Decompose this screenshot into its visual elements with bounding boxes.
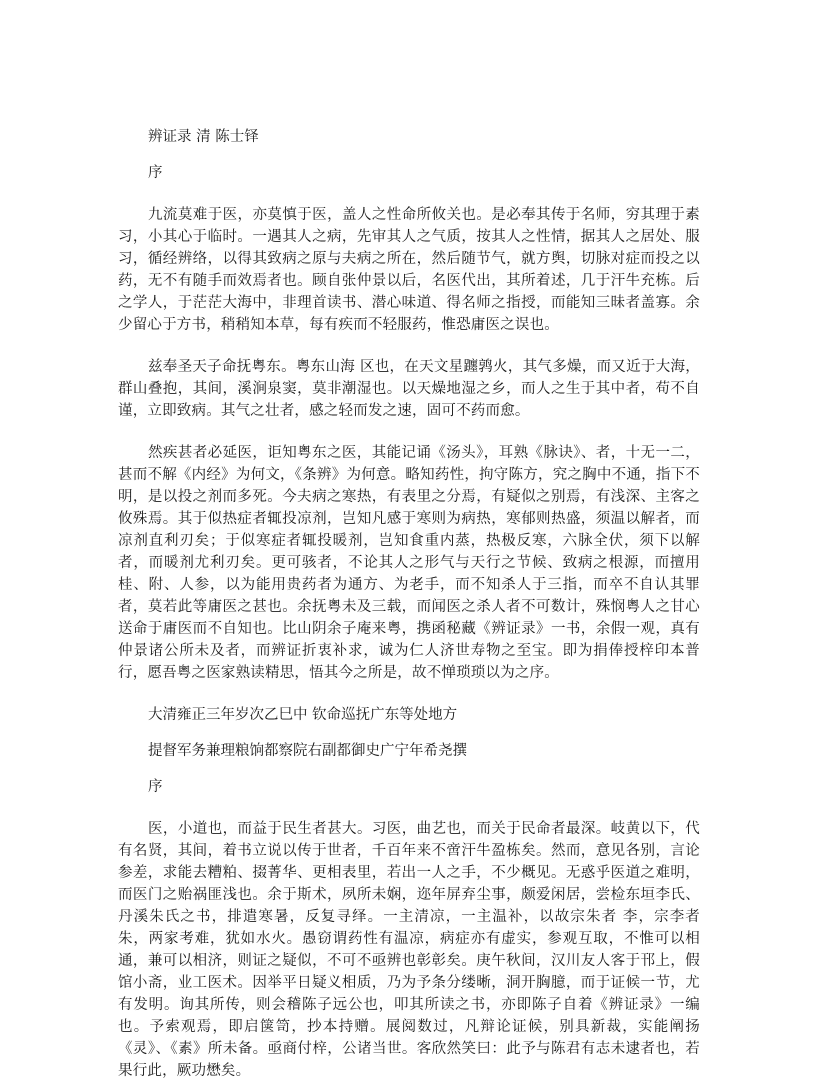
preface-paragraph: 然疾甚者必延医，讵知粤东之医，其能记诵《汤头》，耳熟《脉诀》、者，十无一二，甚而不解《内经》为何文，《条辨》为何意。略知药性，拘守陈方，究之胸中不通，指下不明，是以投之剂而多死。今夫病之寒热，有表里之分焉，有疑似之别焉，有浅深、主客之攸殊焉。其于似热症者辄投凉剂，岂知凡感于寒则为病热，寒郁则热盛，须温以解者，而凉剂直利刃矣；于似寒症者辄投暖剂，岂知食重内蒸，热极反寒，六脉全伏，须下以解者，而暖剂尤利刃矣。更可骇者，不论其人之形气与天行之节候、致病之根源，而擅用桂、附、人参，以为能用贵药者为通方、为老手，而不知杀人于三指，而卒不自认其罪者，莫若此等庸医之甚也。余抚粤未及三载，而闻医之杀人者不可数计，殊悯粤人之甘心送命于庸医而不自知也。比山阴余子庵来粤，携函秘藏《辨证录》一书，余假一观，真有仲景诸公所未及者，而辨证折衷补求，诚为仁人济世寿物之至宝。即为捐俸授梓印本普行，愿吾粤之医家熟读精思，悟其今之所是，故不惮琐琐以为之序。 [118,445,700,681]
document-title: 辨证录 清 陈士铎 [148,129,259,145]
preface-heading: 序 [148,165,163,181]
date-line: 大清雍正三年岁次乙巳中 钦命巡抚广东等处地方 [148,707,458,723]
preface-heading-2: 序 [148,779,163,795]
document-page [118,126,700,1082]
preface-paragraph-2: 医，小道也，而益于民生者甚大。习医，曲艺也，而关于民命者最深。岐黄以下，代有名贤，其间，着书立说以传于世者，千百年来不啻汗牛盈栋矣。然而，意见各别，言论参差，求能去糟粕、掇菁华、更相表里，若出一人之手，不少概见。无惑乎医道之难明，而医门之贻祸匪浅也。余于斯术，夙所未娴，迩年屏弃尘事，颇爱闲居，尝检东垣李氏、丹溪朱氏之书，排遣寒暑，反复寻绎。一主清凉，一主温补，以故宗朱者 李，宗李者 朱，两家考难，犹如水火。愚窃谓药性有温凉，病症亦有虚实，参观互取，不惟可以相通，兼可以相济，则证之疑似，不可不亟辨也彰彰矣。庚午秋间，汉川友人客于邗上，假馆小斋，业工医术。因举平日疑义相质，乃为予条分缕晰，洞开胸臆，而于证候一节，尤有发明。询其所传，则会稽陈子远公也，叩其所读之书，亦即陈子自着《辨证录》一编也。予索观焉，即启箧笥，抄本持赠。展阅数过，凡辩论证候，别具新裁，实能阐扬《灵》、《素》所未备。亟商付梓，公诸当世。客欣然笑曰：此予与陈君有志未逮者也，若果行此，厥功懋矣。 [118,821,700,1079]
preface-paragraph: 兹奉圣天子命抚粤东。粤东山海 区也，在天文星躔鹑火，其气多燥，而又近于大海，群山叠抱，其间，溪涧泉窦，莫非潮湿也。以天燥地湿之乡，而人之生于其中者，苟不自谨，立即致病。其气之壮者，感之轻而发之速，固可不药而愈。 [118,359,700,419]
preface-paragraph: 九流莫难于医，亦莫慎于医，盖人之性命所攸关也。是必奉其传于名师，穷其理于素习，小其心于临时。一遇其人之病，先审其人之气质，按其人之性情，据其人之居处、服习，循经辨络，以得其致病之原与夫病之所在，然后随节气，就方舆，切脉对症而投之以药，无不有随手而效焉者也。顾自张仲景以后，名医代出，其所着述，几于汗牛充栋。后之学人，于茫茫大海中，非理首读书、潜心味道、得名师之指授，而能知三昧者盖寡。余少留心于方书，稍稍知本草，每有疾而不轻服药，惟恐庸医之误也。 [118,207,700,333]
author-official-line: 提督军务兼理粮饷都察院右副都御史广宁年希尧撰 [148,743,467,759]
